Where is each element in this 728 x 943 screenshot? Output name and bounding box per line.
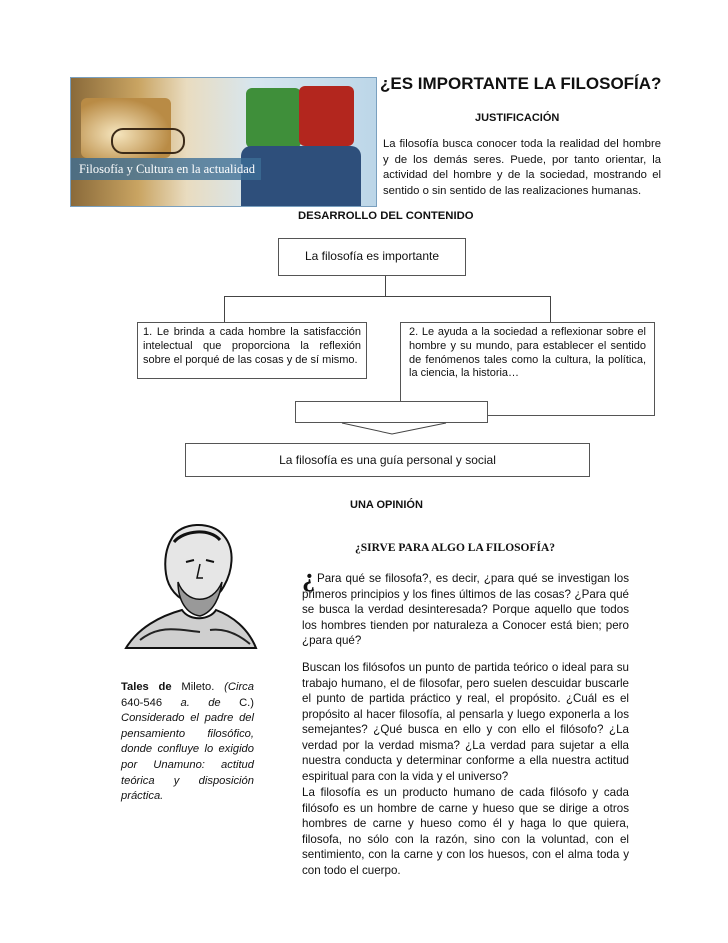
opinion-paragraph-1-text: Para qué se filosofa?, es decir, ¿para qué se investigan los primeros principios y los fines últimos de las cosas? ¿Para qué se busca la verdad desinteresada? Porque aquello que todos los hombres tienden por naturaleza a Conocer está bien; pero ¿para qué?: [302, 572, 629, 647]
diagram-conclusion-box: [185, 443, 590, 477]
opinion-paragraph-3: La filosofía es un producto humano de cada filósofo y cada filósofo es un hombre de carne y hueso que se dirige a otros hombres de carne y hueso como él y haga lo que quiera, filosofa, no sólo con la razón, sino con la voluntad, con el sentimiento, con la carne y con los huesos, con el alma toda y con todo el cuerpo.: [302, 786, 629, 877]
connector-right-down: [550, 296, 551, 322]
connector-root-down: [385, 276, 386, 296]
opinion-paragraph-1: [302, 563, 629, 649]
reader-red-book-picture: [299, 86, 354, 146]
justification-heading: JUSTIFICACIÓN: [475, 112, 560, 124]
diagram-right-text: 2. Le ayuda a la sociedad a reflexionar sobre el hombre y su mundo, para establecer el sentido de fenómenos tales como la cultura, la política, la ciencia, la historia…: [409, 326, 646, 380]
banner-image: [70, 77, 377, 207]
diagram-root-text: La filosofía es importante: [304, 249, 440, 263]
connector-horizontal: [224, 296, 551, 297]
section-title: DESARROLLO DEL CONTENIDO: [298, 210, 474, 222]
caption-dates-end: C.): [220, 696, 254, 709]
caption-description: Considerado el padre del pensamiento filosófico, donde confluye lo exigido por Unamuno: actitud teórica y disposición práctica.: [121, 712, 254, 803]
caption-dates-italic2: a. de: [180, 696, 221, 709]
banner-caption: Filosofía y Cultura en la actualidad: [71, 158, 261, 180]
opinion-question: ¿SIRVE PARA ALGO LA FILOSOFÍA?: [355, 542, 556, 554]
reader-green-book-picture: [246, 88, 301, 148]
caption-dates-line2: 640-546: [121, 696, 181, 709]
diagram-left-box: [137, 322, 367, 379]
glasses-picture: [111, 128, 185, 154]
caption-name-bold: Tales de: [121, 681, 172, 693]
diagram-left-text: 1. Le brinda a cada hombre la satisfacción intelectual que proporciona la reflexión sobre el porqué de las cosas y de sí mismo.: [143, 326, 361, 366]
page-title: ¿ES IMPORTANTE LA FILOSOFÍA?: [380, 74, 662, 93]
dropcap: ¿: [302, 563, 315, 592]
caption-dates-italic: (Circa: [224, 681, 254, 693]
diagram-root-box: [278, 238, 466, 276]
opinion-heading: UNA OPINIÓN: [350, 499, 423, 511]
diagram-conclusion-text: La filosofía es una guía personal y social: [279, 453, 496, 467]
connector-left-down: [224, 296, 225, 322]
justification-text: La filosofía busca conocer toda la realidad del hombre y de los demás seres. Puede, por tanto orientar, la actividad del hombre y de la sociedad, mostrando el sentido o sin sentido de las realizaciones humanas.: [383, 138, 661, 197]
opinion-paragraph-2: Buscan los filósofos un punto de partida teórico o ideal para su trabajo humano, el de filosofar, pero suelen descuidar buscarle el punto de partida práctico y real, el propósito. ¿Cuál es el propósito al hacer filosofía, al pensarla y luego exponerla a los semejantes? ¿Qué busca en ello y con ello el filósofo? ¿La verdad por la verdad misma? ¿La verdad para sujetar a ella nuestra conducta y determinar conforme a ella nuestra actitud espiritual para con la vida y el universo?: [302, 661, 629, 783]
merge-arrow: [340, 421, 450, 437]
diagram-merge-box: [295, 401, 488, 423]
bust-caption: [121, 680, 254, 805]
caption-name-rest: Mileto.: [171, 681, 225, 693]
philosopher-bust-picture: [120, 520, 260, 650]
